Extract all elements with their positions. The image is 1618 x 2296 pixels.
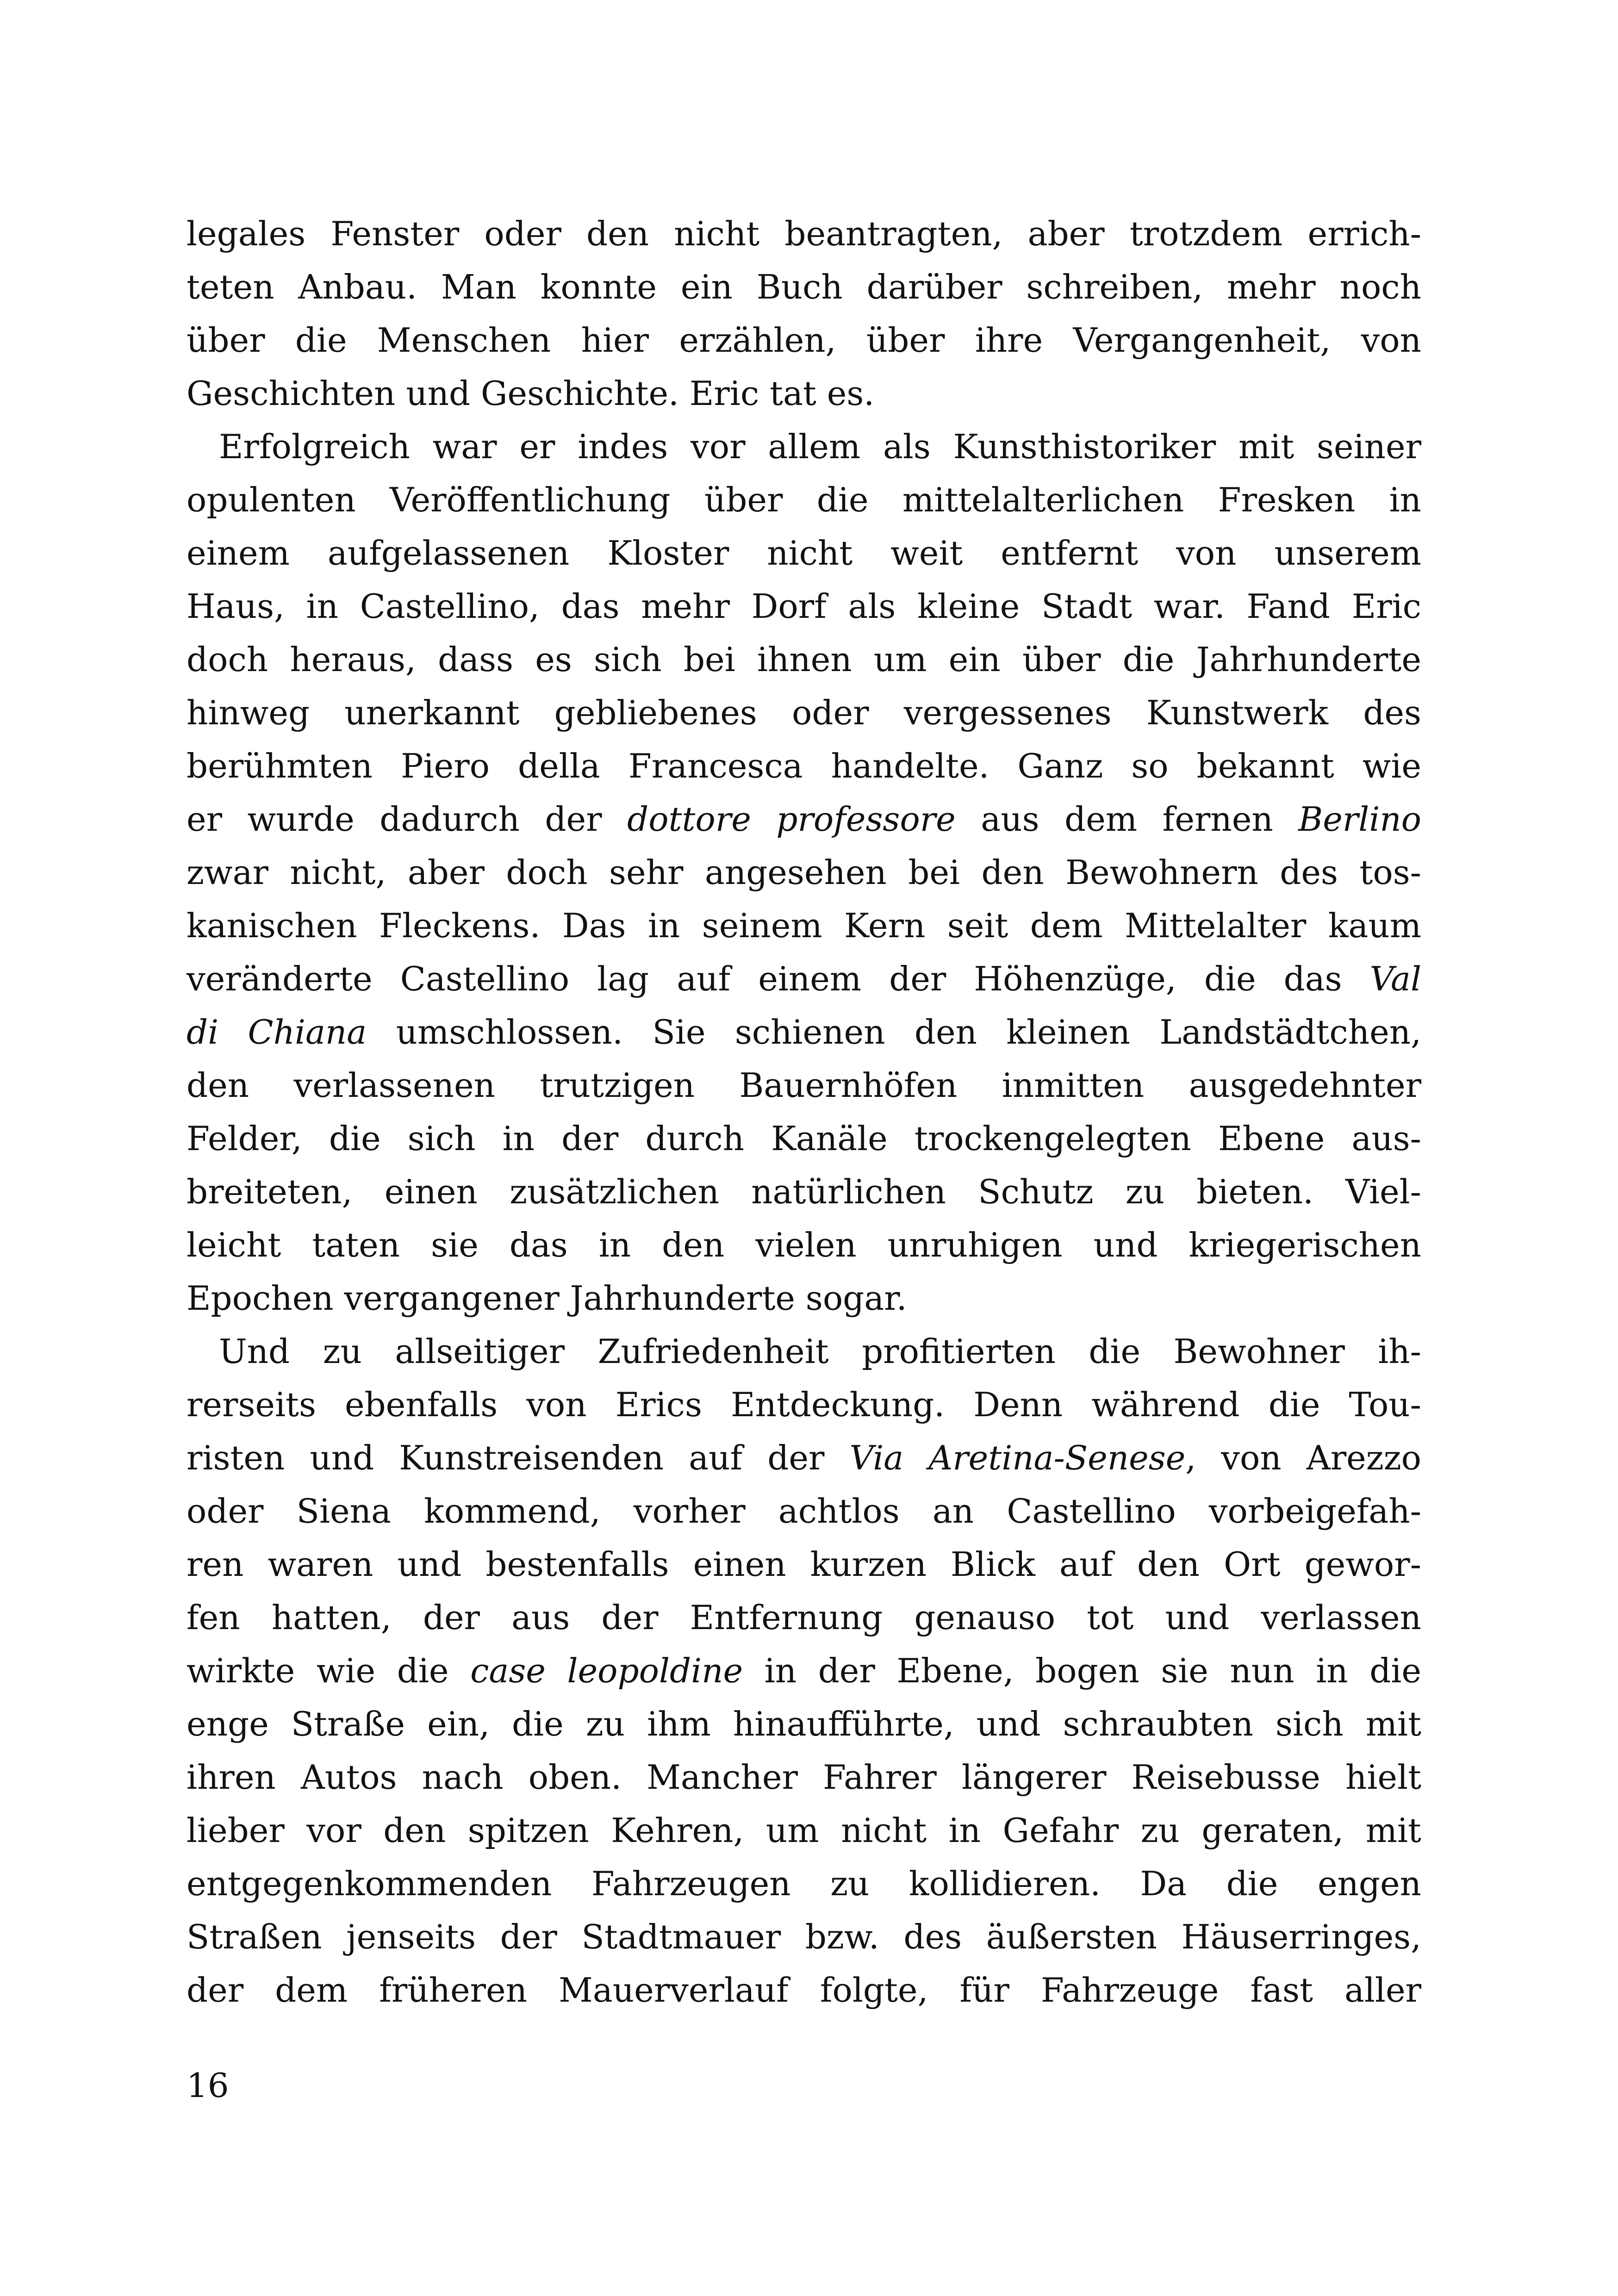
text-line	[187, 1591, 1421, 1644]
text-run: berühmten Piero della Francesca handelte. Ganz so bekannt wie	[187, 747, 1421, 785]
text-line	[187, 473, 1421, 527]
text-line	[187, 1059, 1421, 1112]
text-run: einem aufgelassenen Kloster nicht weit entfernt von unserem	[187, 534, 1421, 572]
paragraph	[187, 420, 1421, 1325]
text-line	[187, 686, 1421, 740]
text-line	[187, 527, 1421, 580]
text-run: doch heraus, dass es sich bei ihnen um ein über die Jahrhunderte	[187, 640, 1421, 679]
text-line	[187, 1112, 1421, 1165]
text-run: , von Arezzo	[1185, 1438, 1421, 1477]
text-run: kanischen Fleckens. Das in seinem Kern seit dem Mittelalter kaum	[187, 906, 1421, 945]
text-line	[187, 1219, 1421, 1272]
paragraph	[187, 1325, 1421, 2017]
italic-text: Via Aretina-Senese	[849, 1438, 1186, 1477]
text-run: hinweg unerkannt gebliebenes oder vergessenes Kunstwerk des	[187, 693, 1421, 732]
italic-text: Berlino	[1298, 800, 1421, 839]
text-line	[187, 1857, 1421, 1910]
text-line	[187, 1485, 1421, 1538]
text-line	[187, 420, 1421, 473]
text-line	[187, 633, 1421, 686]
text-line	[187, 899, 1421, 952]
page-number: 16	[187, 2066, 229, 2105]
text-line	[187, 952, 1421, 1006]
text-run: opulenten Veröffentlichung über die mittelalterlichen Fresken in	[187, 480, 1421, 519]
text-run: veränderte Castellino lag auf einem der Höhenzüge, die das	[187, 959, 1370, 998]
text-run: lieber vor den spitzen Kehren, um nicht in Gefahr zu geraten, mit	[187, 1811, 1421, 1850]
italic-text: Val	[1369, 959, 1421, 998]
text-line	[187, 793, 1421, 846]
italic-text: di Chiana	[187, 1013, 367, 1052]
text-run: der dem früheren Mauerverlauf folgte, für Fahrzeuge fast aller	[187, 1971, 1421, 2010]
text-run: wirkte wie die	[187, 1651, 471, 1690]
text-line	[187, 1698, 1421, 1751]
text-run: Erfolgreich war er indes vor allem als Kunsthistoriker mit seiner	[219, 427, 1421, 466]
text-line	[187, 207, 1421, 261]
text-line	[187, 1165, 1421, 1219]
text-run: ren waren und bestenfalls einen kurzen Blick auf den Ort gewor-	[187, 1545, 1421, 1584]
paragraph	[187, 207, 1421, 420]
text-line	[187, 1325, 1421, 1378]
text-line	[187, 1910, 1421, 1964]
text-run: den verlassenen trutzigen Bauernhöfen inmitten ausgedehnter	[187, 1066, 1421, 1105]
text-line	[187, 1378, 1421, 1431]
text-run: aus dem fernen	[955, 800, 1299, 839]
text-line	[187, 1804, 1421, 1857]
text-run: enge Straße ein, die zu ihm hinaufführte, und schraubten sich mit	[187, 1705, 1421, 1743]
text-run: leicht taten sie das in den vielen unruhigen und kriegerischen	[187, 1226, 1421, 1264]
text-line	[187, 1964, 1421, 2017]
text-run: Straßen jenseits der Stadtmauer bzw. des äußersten Häuserringes,	[187, 1917, 1421, 1956]
italic-text: dottore professore	[627, 800, 956, 839]
text-run: fen hatten, der aus der Entfernung genauso tot und verlassen	[187, 1598, 1421, 1637]
text-line	[187, 367, 1421, 420]
text-run: ihren Autos nach oben. Mancher Fahrer längerer Reisebusse hielt	[187, 1758, 1421, 1797]
text-line	[187, 580, 1421, 633]
text-line	[187, 1006, 1421, 1059]
text-run: er wurde dadurch der	[187, 800, 628, 839]
text-line	[187, 314, 1421, 367]
text-line	[187, 1431, 1421, 1485]
text-line	[187, 1272, 1421, 1325]
italic-text: case leopoldine	[470, 1651, 743, 1690]
text-run: umschlossen. Sie schienen den kleinen Landstädtchen,	[367, 1013, 1421, 1052]
text-run: über die Menschen hier erzählen, über ihre Vergangenheit, von	[187, 321, 1421, 360]
text-run: Haus, in Castellino, das mehr Dorf als kleine Stadt war. Fand Eric	[187, 587, 1421, 626]
text-run: rerseits ebenfalls von Erics Entdeckung. Denn während die Tou-	[187, 1385, 1421, 1424]
text-line	[187, 1751, 1421, 1804]
text-run: Felder, die sich in der durch Kanäle trockengelegten Ebene aus-	[187, 1119, 1421, 1158]
text-run: teten Anbau. Man konnte ein Buch darüber schreiben, mehr noch	[187, 268, 1421, 306]
text-line	[187, 261, 1421, 314]
text-line	[187, 846, 1421, 899]
text-run: risten und Kunstreisenden auf der	[187, 1438, 850, 1477]
text-run: oder Siena kommend, vorher achtlos an Castellino vorbeigefah-	[187, 1492, 1421, 1531]
text-line	[187, 1538, 1421, 1591]
text-line	[187, 740, 1421, 793]
text-run: in der Ebene, bogen sie nun in die	[743, 1651, 1421, 1690]
text-line	[187, 1644, 1421, 1698]
text-run: entgegenkommenden Fahrzeugen zu kollidieren. Da die engen	[187, 1864, 1421, 1903]
text-run: Geschichten und Geschichte. Eric tat es.	[187, 374, 875, 413]
text-run: zwar nicht, aber doch sehr angesehen bei den Bewohnern des tos-	[187, 853, 1421, 892]
body-text	[187, 207, 1421, 2017]
text-run: breiteten, einen zusätzlichen natürlichen Schutz zu bieten. Viel-	[187, 1172, 1421, 1211]
text-run: Epochen vergangener Jahrhunderte sogar.	[187, 1279, 907, 1318]
text-run: Und zu allseitiger Zufriedenheit profitierten die Bewohner ih-	[219, 1332, 1421, 1371]
text-run: legales Fenster oder den nicht beantragten, aber trotzdem errich-	[187, 214, 1421, 253]
